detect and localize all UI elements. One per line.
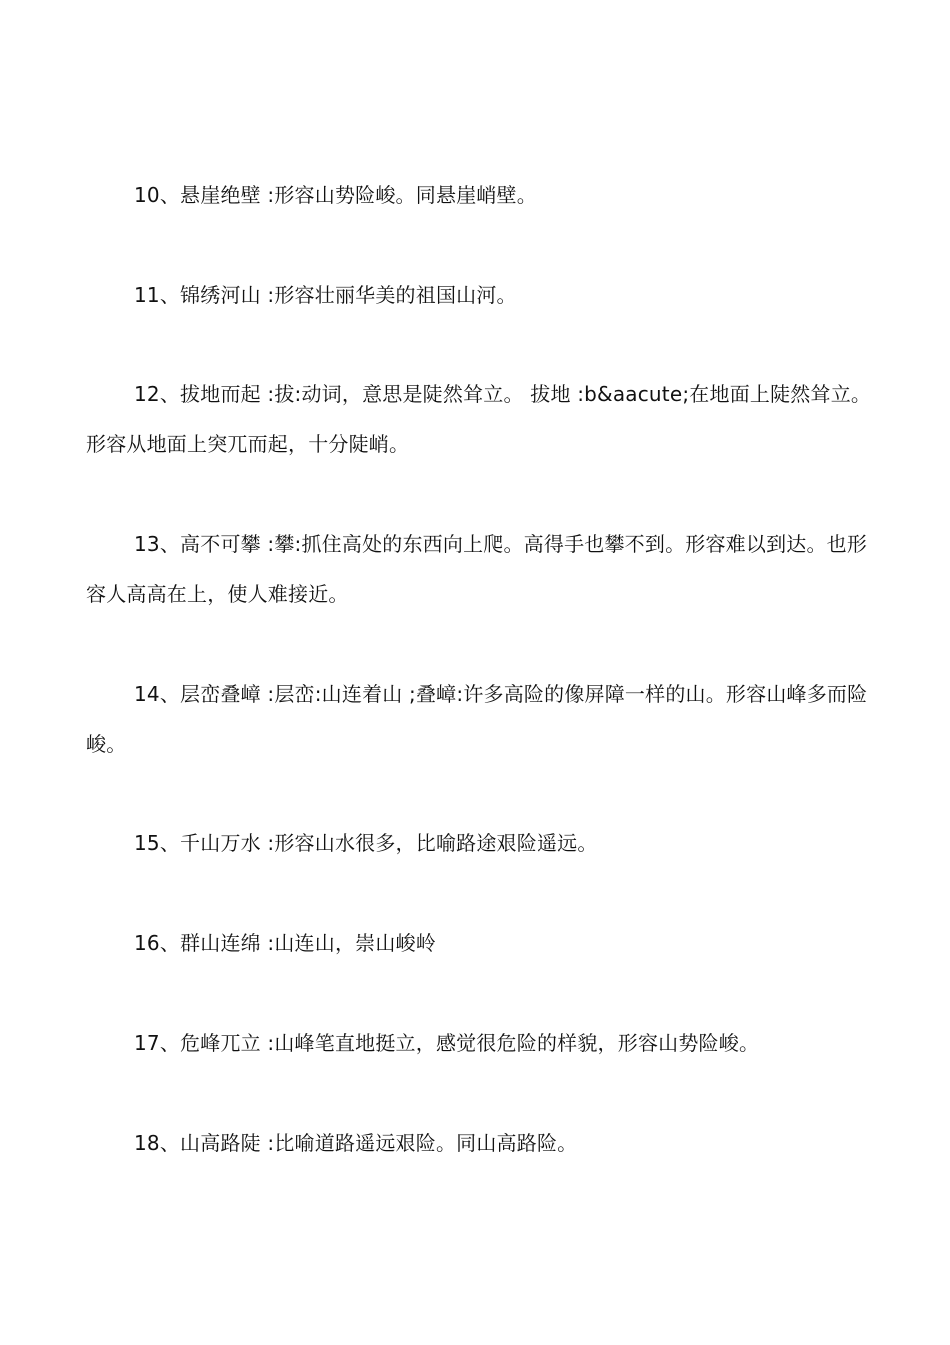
- idiom-entry-17: 17、危峰兀立 :山峰笔直地挺立，感觉很危险的样貌，形容山势险峻。: [134, 1031, 760, 1055]
- idiom-entry-16: 16、群山连绵 :山连山，崇山峻岭: [134, 931, 436, 955]
- idiom-entry-15: 15、千山万水 :形容山水很多，比喻路途艰险遥远。: [134, 831, 598, 855]
- idiom-entry-14: 14、层峦叠嶂 :层峦:山连着山 ;叠嶂:许多高险的像屏障一样的山。形容山峰多而险峻。: [86, 682, 868, 756]
- idiom-entry-10: 10、悬崖绝壁 :形容山势险峻。同悬崖峭壁。: [134, 183, 537, 207]
- idiom-entry-18: 18、山高路陡 :比喻道路遥远艰险。同山高路险。: [134, 1131, 578, 1155]
- idiom-entry-12: 12、拔地而起 :拔:动词，意思是陡然耸立。 拔地 :b&aacute;在地面上陡然耸立。形容从地面上突兀而起，十分陡峭。: [86, 382, 872, 456]
- idiom-entry-13: 13、高不可攀 :攀:抓住高处的东西向上爬。高得手也攀不到。形容难以到达。也形容人高高在上，使人难接近。: [86, 532, 868, 606]
- idiom-entry-11: 11、锦绣河山 :形容壮丽华美的祖国山河。: [134, 283, 517, 307]
